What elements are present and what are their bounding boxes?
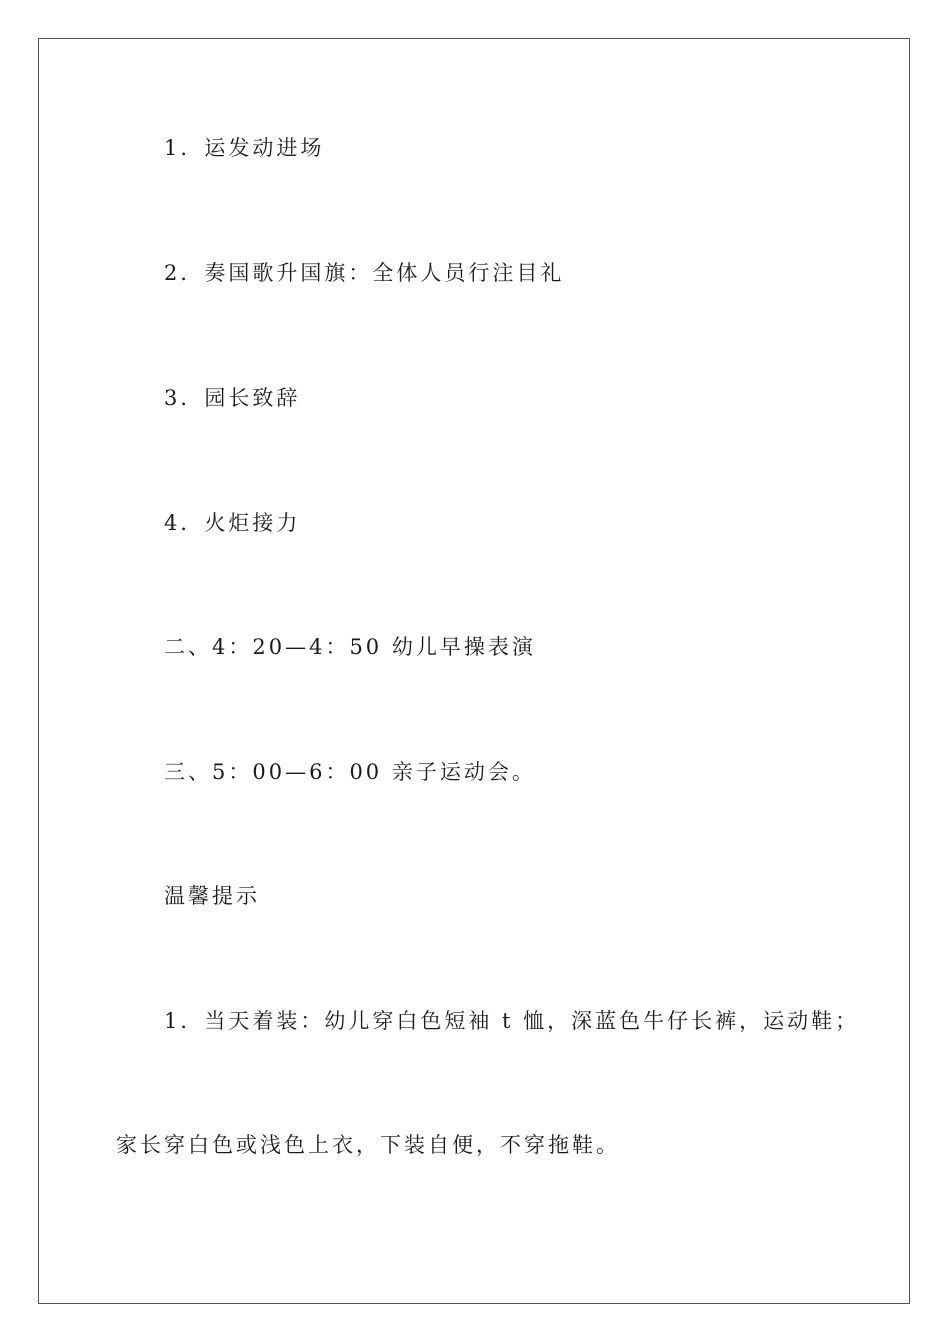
tip-dress-code-continued: 家长穿白色或浅色上衣，下装自便，不穿拖鞋。	[116, 1133, 620, 1157]
section-two-heading: 二、4：20—4：50 幼儿早操表演	[164, 635, 536, 659]
program-item-2: 2．奏国歌升国旗：全体人员行注目礼	[164, 261, 565, 285]
program-item-1: 1．运发动进场	[164, 136, 325, 160]
tip-dress-code: 1．当天着装：幼儿穿白色短袖 t 恤，深蓝色牛仔长裤，运动鞋；	[164, 1009, 860, 1033]
program-item-3: 3．园长致辞	[164, 386, 301, 410]
page-border	[38, 38, 910, 1304]
section-three-heading: 三、5：00—6：00 亲子运动会。	[164, 760, 536, 784]
tips-heading: 温馨提示	[164, 884, 260, 908]
program-item-4: 4．火炬接力	[164, 511, 301, 535]
